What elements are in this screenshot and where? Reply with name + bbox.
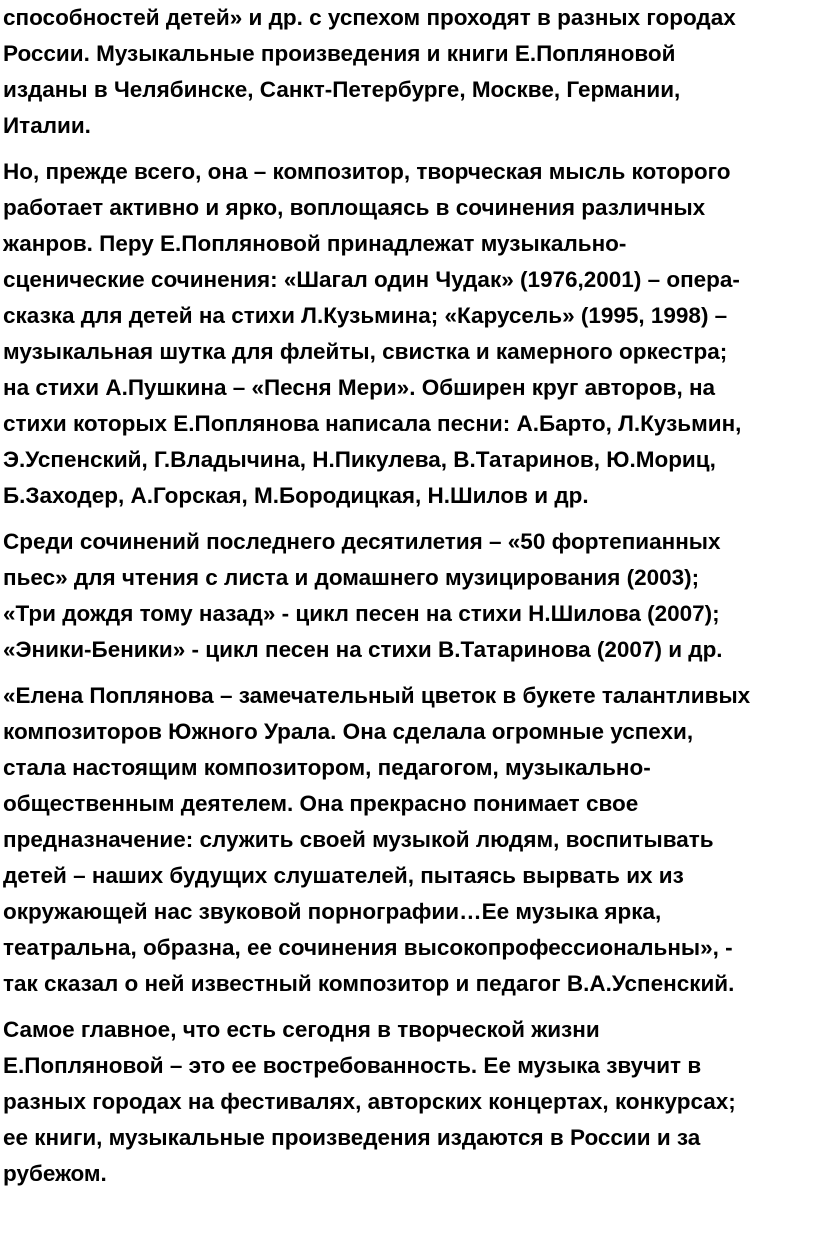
text-line: «Елена Поплянова – замечательный цветок в букете талантливых <box>3 683 751 708</box>
paragraph-3 <box>3 524 813 668</box>
text-line: детей – наших будущих слушателей, пытаясь вырвать их из <box>3 863 684 888</box>
text-line: жанров. Перу Е.Попляновой принадлежат музыкально- <box>3 231 627 256</box>
paragraph-5 <box>3 1012 813 1192</box>
text-line: так сказал о ней известный композитор и педагог В.А.Успенский. <box>3 971 735 996</box>
text-line: изданы в Челябинске, Санкт-Петербурге, Москве, Германии, <box>3 77 681 102</box>
text-line: Б.Заходер, А.Горская, М.Бородицкая, Н.Шилов и др. <box>3 483 589 508</box>
text-line: на стихи А.Пушкина – «Песня Мери». Обширен круг авторов, на <box>3 375 716 400</box>
text-line: сценические сочинения: «Шагал один Чудак» (1976,2001) – опера- <box>3 267 740 292</box>
text-line: «Эники-Беники» - цикл песен на стихи В.Татаринова (2007) и др. <box>3 637 723 662</box>
text-line: разных городах на фестивалях, авторских концертах, конкурсах; <box>3 1089 736 1114</box>
text-line: предназначение: служить своей музыкой людям, воспитывать <box>3 827 714 852</box>
text-line: общественным деятелем. Она прекрасно понимает свое <box>3 791 639 816</box>
text-line: стала настоящим композитором, педагогом, музыкально- <box>3 755 651 780</box>
text-line: Е.Попляновой – это ее востребованность. Ее музыка звучит в <box>3 1053 702 1078</box>
paragraph-2 <box>3 154 813 514</box>
text-line: окружающей нас звуковой порнографии…Ее музыка ярка, <box>3 899 662 924</box>
text-line: Э.Успенский, Г.Владычина, Н.Пикулева, В.Татаринов, Ю.Мориц, <box>3 447 716 472</box>
text-line: работает активно и ярко, воплощаясь в сочинения различных <box>3 195 706 220</box>
text-line: Италии. <box>3 113 91 138</box>
text-line: способностей детей» и др. с успехом проходят в разных городах <box>3 5 736 30</box>
document-page <box>3 0 813 1202</box>
text-line: ее книги, музыкальные произведения издаются в России и за <box>3 1125 701 1150</box>
text-line: Самое главное, что есть сегодня в творческой жизни <box>3 1017 600 1042</box>
paragraph-4-quote <box>3 678 813 1002</box>
text-line: сказка для детей на стихи Л.Кузьмина; «Карусель» (1995, 1998) – <box>3 303 728 328</box>
text-line: Но, прежде всего, она – композитор, творческая мысль которого <box>3 159 731 184</box>
text-line: России. Музыкальные произведения и книги Е.Попляновой <box>3 41 676 66</box>
text-line: пьес» для чтения с листа и домашнего музицирования (2003); <box>3 565 700 590</box>
text-line: рубежом. <box>3 1161 107 1186</box>
text-line: Среди сочинений последнего десятилетия – «50 фортепианных <box>3 529 721 554</box>
text-line: «Три дождя тому назад» - цикл песен на стихи Н.Шилова (2007); <box>3 601 720 626</box>
text-line: композиторов Южного Урала. Она сделала огромные успехи, <box>3 719 694 744</box>
text-line: музыкальная шутка для флейты, свистка и камерного оркестра; <box>3 339 728 364</box>
text-line: театральна, образна, ее сочинения высокопрофессиональны», - <box>3 935 733 960</box>
text-line: стихи которых Е.Поплянова написала песни: А.Барто, Л.Кузьмин, <box>3 411 742 436</box>
paragraph-1 <box>3 0 813 144</box>
